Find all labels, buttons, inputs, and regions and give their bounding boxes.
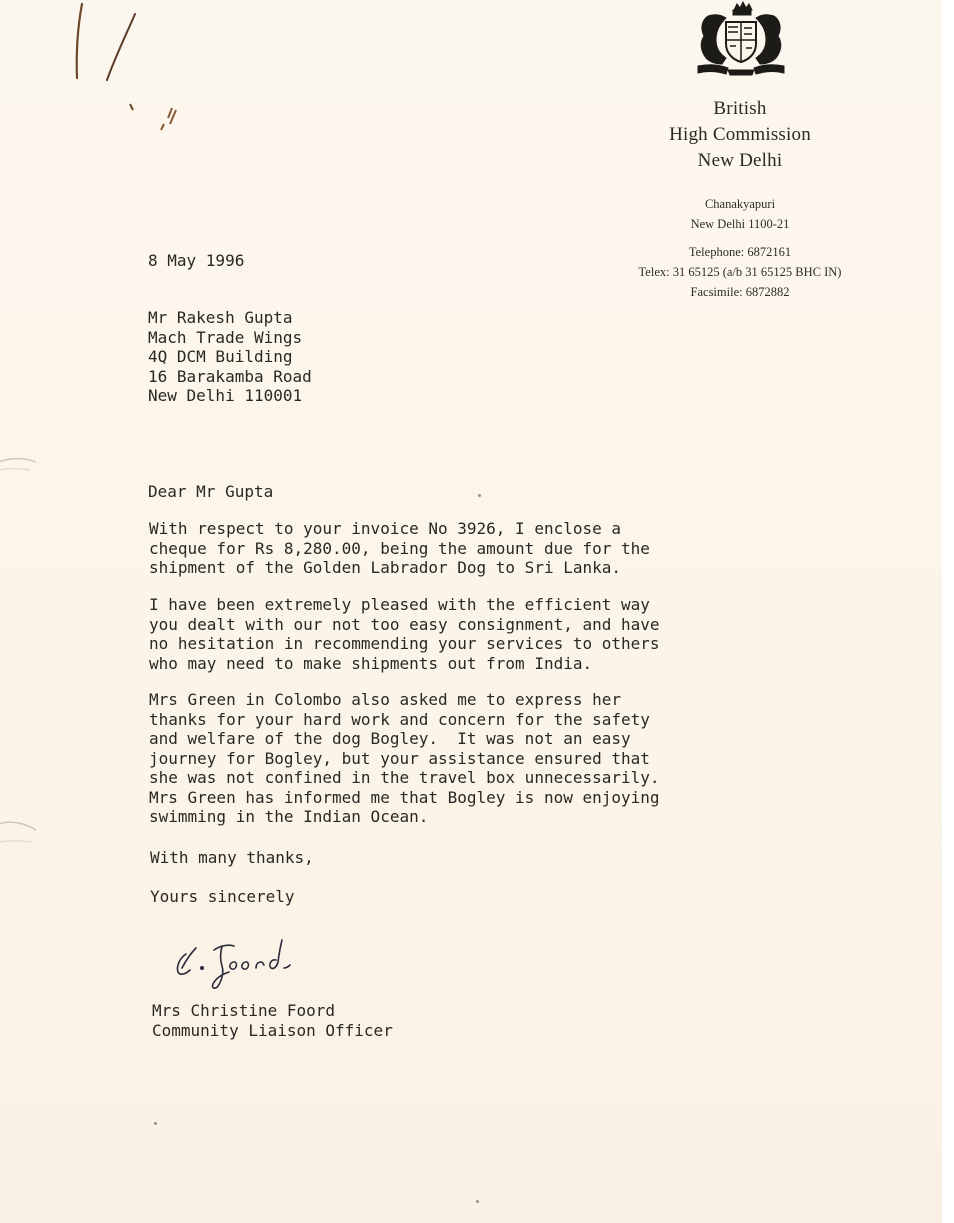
letterhead-address (660, 194, 820, 234)
body-paragraph-3 (149, 690, 660, 827)
facsimile: Facsimile: 6872882 (690, 285, 790, 299)
recipient-line: Mr Rakesh Gupta (148, 308, 293, 327)
body-paragraph-1 (149, 519, 650, 578)
text-line: who may need to make shipments out from India. (149, 653, 593, 673)
recipient-line: 4Q DCM Building (148, 347, 293, 366)
letter-date: 8 May 1996 (148, 251, 245, 270)
text-line: swimming in the Indian Ocean. (149, 807, 429, 826)
salutation: Dear Mr Gupta (148, 482, 274, 501)
signer-block (152, 1001, 393, 1040)
paper-speck (478, 494, 481, 497)
punch-hole-mark (0, 452, 48, 482)
telex: Telex: 31 65125 (a/b 31 65125 BHC IN) (638, 265, 842, 279)
royal-coat-of-arms-icon (688, 0, 794, 80)
punch-hole-mark (0, 818, 48, 848)
text-line: you dealt with our not too easy consignment, and have (149, 614, 660, 634)
text-line: Mrs Green has informed me that Bogley is now enjoying (149, 787, 660, 807)
recipient-line: New Delhi 110001 (148, 386, 303, 405)
recipient-address (148, 308, 312, 406)
paper-speck (476, 1200, 479, 1203)
body-paragraph-2 (149, 595, 660, 673)
signer-name: Mrs Christine Foord (152, 1001, 336, 1020)
recipient-line: Mach Trade Wings (148, 327, 303, 347)
handwritten-signature (172, 934, 352, 990)
recipient-line: 16 Barakamba Road (148, 366, 312, 386)
text-line: With respect to your invoice No 3926, I enclose a (149, 519, 622, 538)
text-line: cheque for Rs 8,280.00, being the amount due for the (149, 538, 650, 558)
paper-speck (154, 1122, 157, 1125)
scan-edge (942, 0, 954, 1223)
address-line-1: Chanakyapuri (704, 197, 776, 211)
letterhead-organisation (640, 96, 840, 174)
org-line-2: High Commission (669, 124, 811, 145)
signer-title: Community Liaison Officer (152, 1020, 393, 1040)
text-line: no hesitation in recommending your services to others (149, 634, 660, 653)
text-line: she was not confined in the travel box unnecessarily. (149, 768, 660, 787)
org-line-3: New Delhi (697, 150, 783, 171)
address-line-2: New Delhi 1100-21 (690, 217, 790, 231)
telephone: Telephone: 6872161 (688, 245, 792, 259)
pen-marks (60, 0, 200, 150)
text-line: journey for Bogley, but your assistance ensured that (149, 748, 650, 768)
text-line: shipment of the Golden Labrador Dog to Sri Lanka. (149, 558, 622, 577)
text-line: and welfare of the dog Bogley. It was not an easy (149, 729, 631, 748)
text-line: thanks for your hard work and concern for the safety (149, 709, 650, 729)
letterhead-contacts (600, 242, 880, 302)
closing-sincerely: Yours sincerely (150, 887, 295, 906)
text-line: Mrs Green in Colombo also asked me to express her (149, 690, 622, 709)
closing-thanks: With many thanks, (150, 848, 314, 867)
text-line: I have been extremely pleased with the efficient way (149, 595, 650, 614)
org-line-1: British (713, 98, 767, 119)
